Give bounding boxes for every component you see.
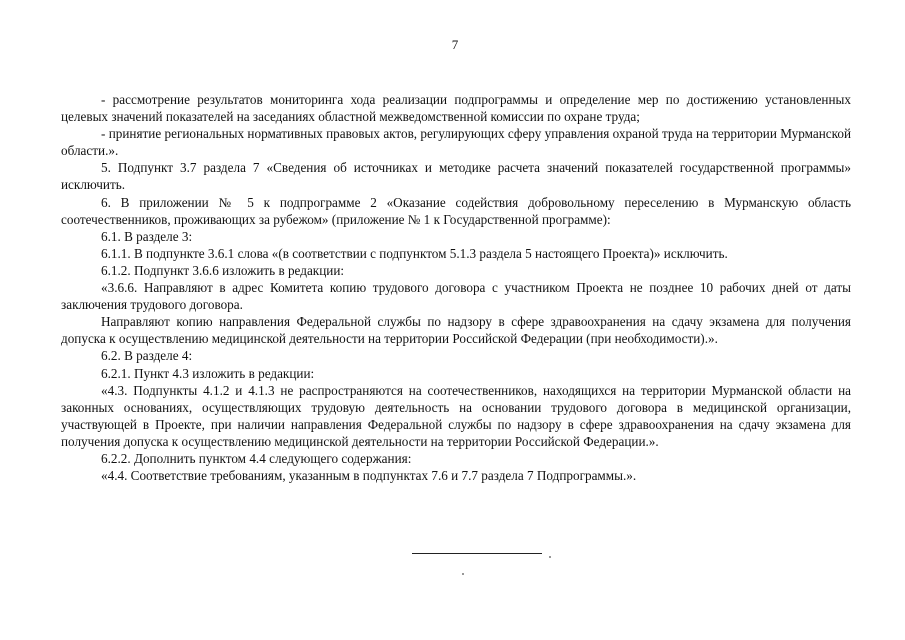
- paragraph-item-6-1-2: 6.1.2. Подпункт 3.6.6 изложить в редакции:: [101, 262, 345, 278]
- paragraph-item-6-2-1: 6.2.1. Пункт 4.3 изложить в редакции:: [101, 365, 315, 381]
- paragraph-quote-3-6-6: «3.6.6. Направляют в адрес Комитета копию трудового договора с участником Проекта не позднее 10 рабочих дней от даты заключения трудового договора.: [61, 280, 851, 313]
- scan-speck: [549, 556, 551, 558]
- paragraph-referral-copy: Направляют копию направления Федеральной службы по надзору в сфере здравоохранения на сдачу экзамена для получения допуска к осуществлению медицинской деятельности на территории Российской Федерации (при необходимости).».: [61, 314, 851, 347]
- paragraph-monitoring-review: - рассмотрение результатов мониторинга хода реализации подпрограммы и определение мер по достижению установленных целевых значений показателей на заседаниях областной межведомственной комиссии по охране труда;: [61, 92, 851, 125]
- page-number: 7: [451, 37, 459, 52]
- paragraph-item-6-1-1: 6.1.1. В подпункте 3.6.1 слова «(в соответствии с подпунктом 5.1.3 раздела 5 настоящего Проекта)» исключить.: [101, 245, 728, 261]
- paragraph-item-6-1: 6.1. В разделе 3:: [101, 228, 193, 244]
- paragraph-quote-4-3: «4.3. Подпункты 4.1.2 и 4.1.3 не распространяются на соотечественников, находящихся на территории Мурманской области на законных основаниях, осуществляющих трудовую деятельность на основании трудового договора в медицинской организации, участвующей в Проекте, при наличии направления Федеральной службы по надзору в сфере здравоохранения на сдачу экзамена для получения допуска к осуществлению медицинской деятельности на территории Российской Федерации.».: [61, 382, 851, 449]
- end-separator-line: [412, 553, 542, 554]
- paragraph-regional-acts: - принятие региональных нормативных правовых актов, регулирующих сферу управления охраной труда на территории Мурманской области.».: [61, 126, 851, 159]
- document-body: [61, 91, 851, 484]
- paragraph-item-6-2-2: 6.2.2. Дополнить пунктом 4.4 следующего содержания:: [101, 450, 412, 466]
- paragraph-quote-4-4: «4.4. Соответствие требованиям, указанным в подпунктах 7.6 и 7.7 раздела 7 Подпрограммы.».: [101, 468, 637, 484]
- scan-speck: [462, 573, 464, 575]
- paragraph-item-6-2: 6.2. В разделе 4:: [101, 348, 193, 364]
- paragraph-item-6: 6. В приложении № 5 к подпрограмме 2 «Оказание содействия добровольному переселению в Мурманскую область соотечественников, проживающих за рубежом» (приложение № 1 к Государственной программе):: [61, 194, 851, 227]
- paragraph-item-5: 5. Подпункт 3.7 раздела 7 «Сведения об источниках и методике расчета значений показателей государственной программы» исключить.: [61, 160, 851, 193]
